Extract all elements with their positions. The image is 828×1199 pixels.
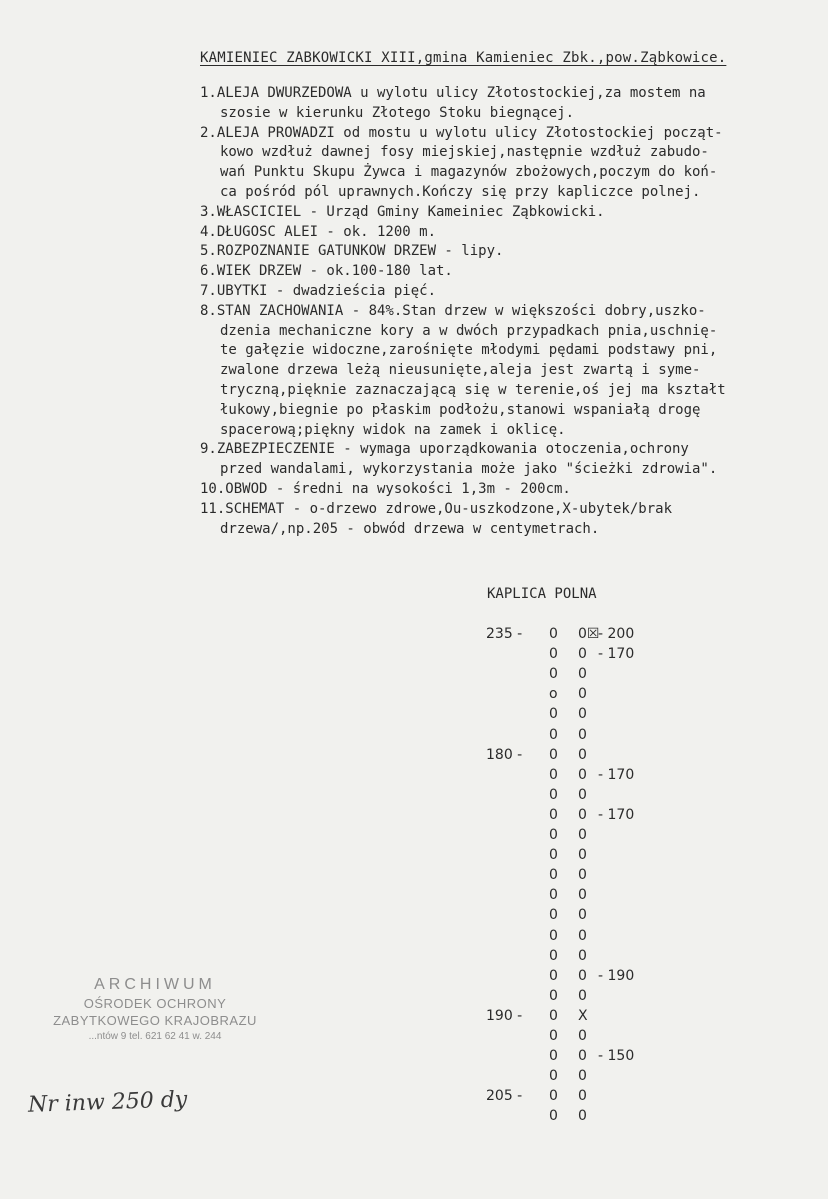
- stamp-line-3: ZABYTKOWEGO KRAJOBRAZU: [53, 1013, 257, 1028]
- scheme-tree-right: 0: [578, 706, 587, 723]
- scheme-tree-left: 0: [549, 1108, 558, 1125]
- scheme-tree-left: 0: [549, 867, 558, 884]
- scheme-tree-right: 0: [578, 887, 587, 904]
- stamp-line-4: ...ntów 9 tel. 621 62 41 w. 244: [88, 1031, 222, 1042]
- scheme-tree-right: 0: [578, 1108, 587, 1125]
- body-line: 10.OBWOD - średni na wysokości 1,3m - 200cm.: [200, 481, 571, 497]
- body-line: zwalone drzewa leżą nieusunięte,aleja jest zwartą i syme-: [220, 362, 701, 379]
- scheme-tree-left: 0: [549, 947, 558, 964]
- body-line: kowo wzdłuż dawnej fosy miejskiej,następnie wzdłuż zabudo-: [220, 144, 709, 161]
- scheme-tree-right: 0: [578, 927, 587, 944]
- scheme-tree-right: 0: [578, 967, 587, 984]
- scheme-tree-right: 0: [578, 806, 587, 823]
- scheme-tree-right: 0: [578, 646, 587, 663]
- scheme-tree-right: X: [578, 1007, 588, 1024]
- body-line: 6.WIEK DRZEW - ok.100-180 lat.: [200, 263, 453, 280]
- scheme-tree-left: 0: [549, 907, 558, 924]
- body-line: te gałęzie widoczne,zarośnięte młodymi pędami podstawy pni,: [220, 342, 718, 359]
- body-line: 2.ALEJA PROWADZI od mostu u wylotu ulicy Złotostockiej począt-: [200, 124, 723, 141]
- scheme-tree-right: 0☒: [578, 626, 600, 642]
- body-line: drzewa/,np.205 - obwód drzewa w centymetrach.: [220, 520, 600, 537]
- body-line: 4.DŁUGOSC ALEI - ok. 1200 m.: [200, 223, 437, 240]
- body-line: 1.ALEJA DWURZEDOWA u wylotu ulicy Złotostockiej,za mostem na: [200, 85, 706, 101]
- scheme-tree-left: 0: [549, 766, 558, 783]
- scheme-tree-left: o: [549, 686, 558, 703]
- scheme-tree-right: 0: [578, 1068, 587, 1085]
- scheme-tree-left: 0: [549, 967, 558, 984]
- archive-stamp: [40, 976, 270, 1042]
- scheme-tree-left: 0: [549, 786, 558, 803]
- stamp-line-2: OŚRODEK OCHRONY: [83, 996, 227, 1011]
- scheme-tree-right: 0: [578, 666, 587, 683]
- body-line: 3.WŁASCICIEL - Urząd Gminy Kameiniec Ząbkowicki.: [200, 203, 605, 220]
- body-line: spacerową;piękny widok na zamek i oklicę.: [220, 421, 566, 438]
- body-line: 7.UBYTKI - dwadzieścia pięć.: [200, 283, 437, 299]
- scheme-title: KAPLICA POLNA: [487, 586, 597, 602]
- scheme-tree-left: 0: [549, 626, 558, 642]
- scheme-tree-left: 0: [549, 827, 558, 843]
- scheme-tree-left: 0: [549, 847, 558, 864]
- scheme-tree-right: 0: [578, 907, 587, 924]
- scheme-tree-left: 0: [549, 666, 558, 683]
- scheme-tree-right: 0: [578, 746, 587, 763]
- body-line: 11.SCHEMAT - o-drzewo zdrowe,Ou-uszkodzone,X-ubytek/brak: [200, 500, 673, 517]
- body-line: szosie w kierunku Złotego Stoku biegnącej.: [220, 104, 575, 121]
- scheme-tree-left: 0: [549, 1028, 558, 1044]
- scheme-circumference-left: 235 -: [486, 626, 523, 642]
- stamp-line-1: ARCHIWUM: [94, 976, 216, 993]
- scheme-tree-left: 0: [549, 726, 558, 743]
- body-line: tryczną,pięknie zaznaczającą się w terenie,oś jej ma kształt: [220, 382, 726, 398]
- body-line: dzenia mechaniczne kory a w dwóch przypadkach pnia,uschnię-: [220, 322, 718, 339]
- scheme-tree-left: 0: [549, 806, 558, 823]
- scheme-tree-left: 0: [549, 1068, 558, 1085]
- scheme-tree-right: 0: [578, 947, 587, 964]
- scheme-circumference-left: 180 -: [486, 746, 523, 763]
- scheme-tree-left: 0: [549, 706, 558, 723]
- body-line: 9.ZABEZPIECZENIE - wymaga uporządkowania otoczenia,ochrony: [200, 441, 689, 458]
- scheme-tree-left: 0: [549, 1088, 558, 1105]
- body-line: wań Punktu Skupu Żywca i magazynów zbożowych,poczym do koń-: [220, 164, 718, 181]
- scheme-tree-left: 0: [549, 746, 558, 763]
- scheme-circumference-right: - 170: [598, 766, 635, 783]
- scheme-tree-right: 0: [578, 847, 587, 864]
- scheme-tree-right: 0: [578, 766, 587, 783]
- scheme-tree-right: 0: [578, 867, 587, 884]
- document-title: KAMIENIEC ZABKOWICKI XIII,gmina Kamieniec Zbk.,pow.Ząbkowice.: [200, 50, 727, 66]
- body-line: 8.STAN ZACHOWANIA - 84%.Stan drzew w większości dobry,uszko-: [200, 302, 706, 319]
- scheme-tree-left: 0: [549, 1048, 558, 1065]
- scheme-circumference-right: - 150: [598, 1048, 635, 1065]
- scheme-tree-right: 0: [578, 1048, 587, 1065]
- scheme-tree-left: 0: [549, 887, 558, 904]
- scheme-circumference-left: 190 -: [486, 1007, 523, 1024]
- scheme-tree-right: 0: [578, 786, 587, 803]
- body-line: ca pośród pól uprawnych.Kończy się przy kapliczce polnej.: [220, 184, 701, 200]
- body-line: 5.ROZPOZNANIE GATUNKOW DRZEW - lipy.: [200, 243, 504, 260]
- scheme-tree-right: 0: [578, 726, 587, 743]
- handwritten-inventory-note: Nr inw 250 dy: [27, 1087, 188, 1118]
- scheme-tree-right: 0: [578, 827, 587, 843]
- scheme-tree-right: 0: [578, 686, 587, 703]
- body-line: przed wandalami, wykorzystania może jako "ścieżki zdrowia".: [220, 461, 718, 478]
- scheme-circumference-right: - 170: [598, 806, 635, 823]
- scheme-circumference-left: 205 -: [486, 1088, 523, 1105]
- scheme-tree-right: 0: [578, 987, 587, 1004]
- scheme-tree-right: 0: [578, 1088, 587, 1105]
- scheme-circumference-right: - 170: [598, 646, 635, 663]
- scheme-tree-right: 0: [578, 1028, 587, 1044]
- scheme-circumference-right: - 200: [598, 626, 635, 642]
- scheme-tree-left: 0: [549, 987, 558, 1004]
- scheme-tree-left: 0: [549, 1007, 558, 1024]
- scheme-tree-left: 0: [549, 646, 558, 663]
- scheme-circumference-right: - 190: [598, 967, 635, 984]
- scheme-tree-left: 0: [549, 927, 558, 944]
- body-line: łukowy,biegnie po płaskim podłożu,stanowi wspaniałą drogę: [220, 401, 701, 418]
